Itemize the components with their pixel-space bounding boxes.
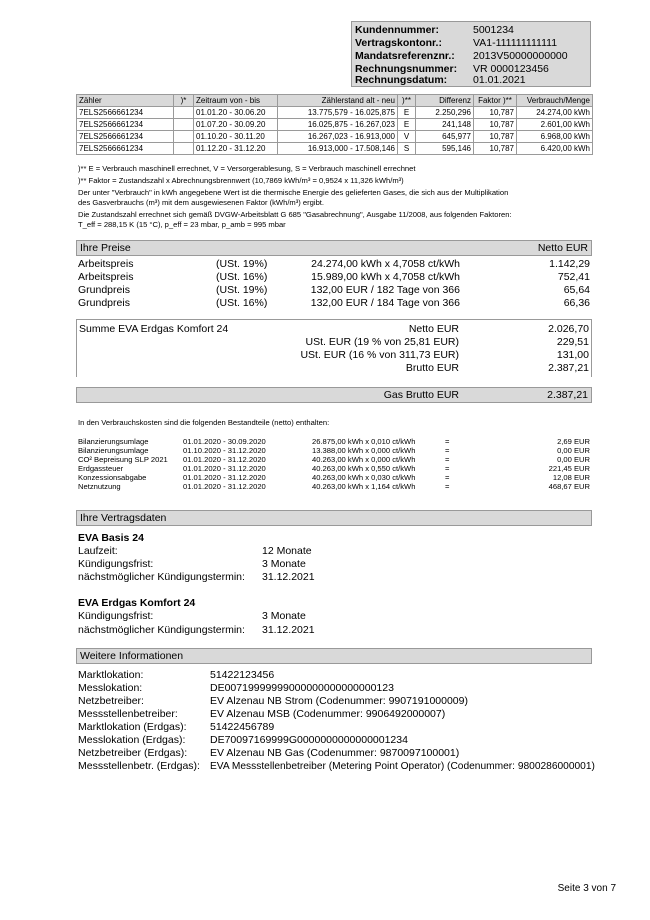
summary-amount: 131,00 <box>556 349 589 361</box>
info-label: Marktlokation: <box>78 669 144 681</box>
note-legend: )** E = Verbrauch maschinell errechnet, V = Versorgerablesung, S = Verbrauch maschinell errechnet <box>78 164 416 173</box>
component-amount: 0,00 EUR <box>557 446 590 455</box>
summary-product: Summe EVA Erdgas Komfort 24 <box>79 323 229 335</box>
table-cell: 6.420,00 kWh <box>517 143 593 155</box>
header-label: Rechnungsdatum: <box>355 74 448 86</box>
table-cell <box>174 143 194 155</box>
table-cell: 10,787 <box>474 107 517 119</box>
col-header: )** <box>398 95 416 107</box>
component-calc: 40.263,00 kWh x 0,000 ct/kWh <box>312 455 416 464</box>
info-label: Marktlokation (Erdgas): <box>78 721 187 733</box>
table-cell: 10,787 <box>474 119 517 131</box>
component-period: 01.01.2020 - 31.12.2020 <box>183 455 266 464</box>
table-cell: 01.12.20 - 31.12.20 <box>194 143 278 155</box>
table-cell: 6.968,00 kWh <box>517 131 593 143</box>
contract-label: nächstmöglicher Kündigungstermin: <box>78 571 245 583</box>
note-state-number: Die Zustandszahl errechnet sich gemäß DVGW-Arbeitsblatt G 685 "Gasabrechnung", Ausgabe 11/2008, aus folgenden Faktoren: <box>78 210 512 219</box>
meter-table-header <box>77 95 593 107</box>
component-amount: 2,69 EUR <box>557 437 590 446</box>
contract-value: 31.12.2021 <box>262 571 315 583</box>
table-cell: E <box>398 119 416 131</box>
table-cell: 01.07.20 - 30.09.20 <box>194 119 278 131</box>
summary-label: Netto EUR <box>408 323 459 335</box>
contract-label: Laufzeit: <box>78 545 118 557</box>
summary-amount: 2.387,21 <box>548 362 589 374</box>
component-amount: 468,67 EUR <box>548 482 590 491</box>
info-value: DE70097169999G0000000000000001234 <box>210 734 408 746</box>
component-period: 01.01.2020 - 30.09.2020 <box>183 437 266 446</box>
price-tax: (USt. 19%) <box>216 284 268 296</box>
prices-section-bar <box>76 240 592 256</box>
gas-total-bar <box>76 387 592 403</box>
price-amount: 752,41 <box>557 271 590 283</box>
col-header: Faktor )** <box>474 95 517 107</box>
header-value: VR 0000123456 <box>473 63 549 75</box>
info-value: 51422456789 <box>210 721 275 733</box>
col-header: )* <box>174 95 194 107</box>
component-equals: = <box>445 473 450 482</box>
component-name: CO² Bepreisung SLP 2021 <box>78 455 168 464</box>
table-row <box>77 143 593 155</box>
contract-label: Kündigungsfrist: <box>78 610 154 622</box>
component-calc: 26.875,00 kWh x 0,010 ct/kWh <box>312 437 416 446</box>
summary-label: Brutto EUR <box>405 362 459 374</box>
contract-value: 12 Monate <box>262 545 312 557</box>
note-consumption-2: des Gasverbrauchs (m³) mit dem ausgewiesenen Faktor (kWh/m³) ergibt. <box>78 198 325 207</box>
components-intro: In den Verbrauchskosten sind die folgenden Bestandteile (netto) enthalten: <box>78 418 330 427</box>
component-period: 01.10.2020 - 31.12.2020 <box>183 446 266 455</box>
gas-total-label: Gas Brutto EUR <box>383 389 459 401</box>
price-calc: 132,00 EUR / 182 Tage von 366 <box>310 284 460 296</box>
price-calc: 15.989,00 kWh x 4,7058 ct/kWh <box>311 271 460 283</box>
header-value: 5001234 <box>473 24 514 36</box>
component-calc: 40.263,00 kWh x 1,164 ct/kWh <box>312 482 416 491</box>
col-header: Zeitraum von - bis <box>194 95 278 107</box>
table-cell: 7ELS2566661234 <box>77 107 174 119</box>
info-value: 51422123456 <box>210 669 275 681</box>
info-label: Messstellenbetr. (Erdgas): <box>78 760 200 772</box>
col-header: Verbrauch/Menge <box>517 95 593 107</box>
info-value: EVA Messstellenbetreiber (Metering Point Operator) (Codenummer: 9800286000001) <box>210 761 595 772</box>
component-equals: = <box>445 446 450 455</box>
price-tax: (USt. 16%) <box>216 297 268 309</box>
note-factor: )** Faktor = Zustandszahl x Abrechnungsbrennwert (10,7869 kWh/m³ = 0,9524 x 11,326 kWh/m³) <box>78 176 404 185</box>
price-name: Arbeitspreis <box>78 271 134 283</box>
contract-block-title: EVA Erdgas Komfort 24 <box>78 597 196 609</box>
price-amount: 66,36 <box>563 297 590 309</box>
table-cell: S <box>398 143 416 155</box>
table-cell: 16.025,875 - 16.267,023 <box>278 119 398 131</box>
contract-value: 3 Monate <box>262 558 306 570</box>
component-amount: 221,45 EUR <box>548 464 590 473</box>
component-period: 01.01.2020 - 31.12.2020 <box>183 464 266 473</box>
prices-list <box>78 258 590 312</box>
summary-label: USt. EUR (16 % von 311,73 EUR) <box>300 349 459 361</box>
table-cell: V <box>398 131 416 143</box>
component-period: 01.01.2020 - 31.12.2020 <box>183 473 266 482</box>
table-cell: 10,787 <box>474 143 517 155</box>
meter-reading-table <box>76 94 593 155</box>
price-tax: (USt. 19%) <box>216 258 268 270</box>
contract-value: 3 Monate <box>262 610 306 622</box>
summary-label: USt. EUR (19 % von 25,81 EUR) <box>305 336 459 348</box>
price-amount: 1.142,29 <box>549 258 590 270</box>
table-row <box>77 107 593 119</box>
table-cell: 16.913,000 - 17.508,146 <box>278 143 398 155</box>
component-name: Konzessionsabgabe <box>78 473 147 482</box>
info-label: Messstellenbetreiber: <box>78 708 178 720</box>
header-value: VA1-111111111111 <box>473 37 558 49</box>
components-list <box>78 437 592 493</box>
header-label: Mandatsreferenznr.: <box>355 50 455 62</box>
table-cell: 01.01.20 - 30.06.20 <box>194 107 278 119</box>
table-row <box>77 131 593 143</box>
info-label: Messlokation (Erdgas): <box>78 734 186 746</box>
component-equals: = <box>445 464 450 473</box>
table-cell: 7ELS2566661234 <box>77 119 174 131</box>
info-section-bar <box>76 648 592 664</box>
price-calc: 132,00 EUR / 184 Tage von 366 <box>310 297 460 309</box>
note-factors: T_eff = 288,15 K (15 °C), p_eff = 23 mbar, p_amb = 995 mbar <box>78 220 286 229</box>
contract-section-bar <box>76 510 592 526</box>
info-title: Weitere Informationen <box>80 650 184 662</box>
header-label: Vertragskontonr.: <box>355 37 442 49</box>
header-value: 01.01.2021 <box>473 74 526 86</box>
price-name: Arbeitspreis <box>78 258 134 270</box>
info-value: DE00719999999000000000000000123 <box>210 682 394 694</box>
info-label: Netzbetreiber (Erdgas): <box>78 747 188 759</box>
price-amount: 65,64 <box>563 284 590 296</box>
note-consumption-1: Der unter "Verbrauch" in kWh angegebene Wert ist die thermische Energie des gelieferten Gases, die sich aus der Multiplikation <box>78 188 509 197</box>
component-name: Erdgassteuer <box>78 464 124 473</box>
price-calc: 24.274,00 kWh x 4,7058 ct/kWh <box>311 258 460 270</box>
table-cell: 241,148 <box>416 119 474 131</box>
invoice-header-box <box>351 21 591 87</box>
summary-amount: 2.026,70 <box>548 323 589 335</box>
table-cell <box>174 119 194 131</box>
component-amount: 12,08 EUR <box>552 473 590 482</box>
contract-value: 31.12.2021 <box>262 624 315 636</box>
price-name: Grundpreis <box>78 284 130 296</box>
table-cell <box>174 107 194 119</box>
table-cell: 645,977 <box>416 131 474 143</box>
table-cell: 7ELS2566661234 <box>77 131 174 143</box>
col-header: Zähler <box>77 95 174 107</box>
component-amount: 0,00 EUR <box>557 455 590 464</box>
info-label: Netzbetreiber: <box>78 695 144 707</box>
component-equals: = <box>445 455 450 464</box>
info-value: EV Alzenau NB Strom (Codenummer: 9907191000009) <box>210 695 468 707</box>
info-label: Messlokation: <box>78 682 143 694</box>
header-label: Rechnungsnummer: <box>355 63 458 75</box>
info-value: EV Alzenau MSB (Codenummer: 9906492000007) <box>210 708 446 720</box>
header-value: 2013V50000000000 <box>473 50 568 62</box>
table-cell: 2.250,296 <box>416 107 474 119</box>
table-cell <box>174 131 194 143</box>
summary-box <box>76 319 592 377</box>
info-value: EV Alzenau NB Gas (Codenummer: 9870097100001) <box>210 747 460 759</box>
price-name: Grundpreis <box>78 297 130 309</box>
price-tax: (USt. 16%) <box>216 271 268 283</box>
table-cell: E <box>398 107 416 119</box>
table-cell: 13.775,579 - 16.025,875 <box>278 107 398 119</box>
component-calc: 13.388,00 kWh x 0,000 ct/kWh <box>312 446 416 455</box>
prices-col-header: Netto EUR <box>537 242 588 254</box>
summary-amount: 229,51 <box>556 336 589 348</box>
table-cell: 7ELS2566661234 <box>77 143 174 155</box>
contract-block-title: EVA Basis 24 <box>78 532 144 544</box>
component-period: 01.01.2020 - 31.12.2020 <box>183 482 266 491</box>
contract-label: nächstmöglicher Kündigungstermin: <box>78 624 245 636</box>
component-name: Netznutzung <box>78 482 121 491</box>
col-header: Differenz <box>416 95 474 107</box>
table-cell: 10,787 <box>474 131 517 143</box>
contract-title: Ihre Vertragsdaten <box>80 512 167 524</box>
col-header: Zählerstand alt - neu <box>278 95 398 107</box>
component-calc: 40.263,00 kWh x 0,550 ct/kWh <box>312 464 416 473</box>
table-cell: 16.267,023 - 16.913,000 <box>278 131 398 143</box>
component-equals: = <box>445 482 450 491</box>
table-cell: 24.274,00 kWh <box>517 107 593 119</box>
gas-total-amount: 2.387,21 <box>547 389 588 401</box>
contract-label: Kündigungsfrist: <box>78 558 154 570</box>
page-number: Seite 3 von 7 <box>557 883 616 894</box>
table-cell: 2.601,00 kWh <box>517 119 593 131</box>
prices-title: Ihre Preise <box>80 242 131 254</box>
component-name: Bilanzierungsumlage <box>78 437 149 446</box>
header-label: Kundennummer: <box>355 24 439 36</box>
component-calc: 40.263,00 kWh x 0,030 ct/kWh <box>312 473 416 482</box>
table-cell: 01.10.20 - 30.11.20 <box>194 131 278 143</box>
component-equals: = <box>445 437 450 446</box>
table-cell: 595,146 <box>416 143 474 155</box>
component-name: Bilanzierungsumlage <box>78 446 149 455</box>
table-row <box>77 119 593 131</box>
